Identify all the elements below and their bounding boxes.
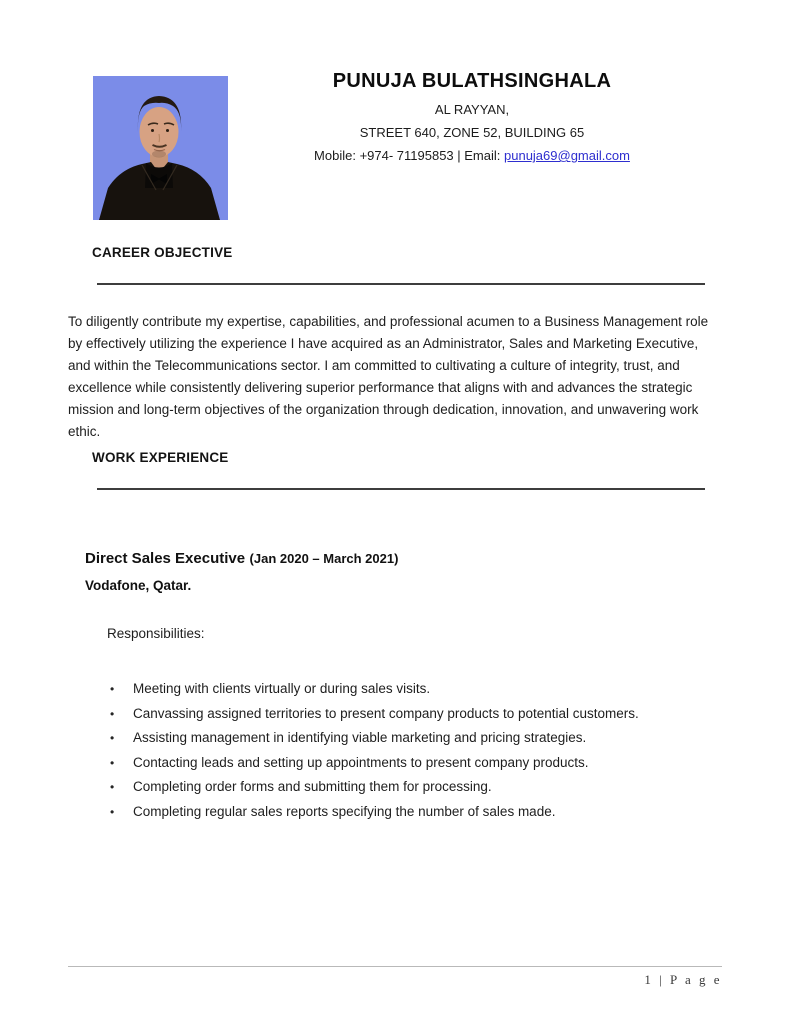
job-company: Vodafone, Qatar. [85,578,192,593]
responsibilities-label: Responsibilities: [107,626,205,641]
candidate-name: PUNUJA BULATHSINGHALA [332,70,612,92]
job-dates: (Jan 2020 – March 2021) [249,551,399,566]
responsibility-text: Canvassing assigned territories to present company products to potential customers. [133,705,639,721]
job-entry [85,549,722,824]
page-number: 1 | P a g e [644,972,722,987]
job-title: Direct Sales Executive [85,550,246,567]
responsibility-item [110,775,722,800]
responsibility-item [110,677,722,702]
responsibility-text: Completing regular sales reports specifying the number of sales made. [133,803,556,819]
section-work-experience [0,449,791,824]
email-link[interactable]: punuja69@gmail.com [504,148,630,163]
responsibility-item [110,702,722,727]
resume-header [0,0,791,220]
contact-line [228,144,716,167]
responsibility-item [110,726,722,751]
responsibility-text: Contacting leads and setting up appointments to present company products. [133,754,589,770]
footer-divider [68,966,722,967]
responsibilities-list [110,677,722,824]
bullet-icon: • [110,682,115,696]
bullet-icon: • [110,755,115,770]
section-career-objective [0,244,791,443]
bullet-icon: • [110,780,115,794]
bullet-icon: • [110,731,115,745]
career-objective-text: To diligently contribute my expertise, capabilities, and professional acumen to a Business Management role by effectively utilizing the experience I have acquired as an Administrator, Sales and Marketing Executive, and within the Telecommunications sector. I am committed to cultivating a culture of integrity, trust, and excellence while consistently delivering superior performance that aligns with and advances the strategic mission and long-term objectives of the organization through dedication, innovation, and unwavering work ethic. [68,314,709,439]
responsibility-text: Completing order forms and submitting them for processing. [133,779,492,794]
page-footer [68,966,722,988]
work-experience-heading: WORK EXPERIENCE [92,450,229,465]
responsibility-text: Meeting with clients virtually or during sales visits. [133,681,431,696]
bullet-icon: • [110,804,115,819]
mobile-email-label: Mobile: +974- 71195853 | Email: [314,148,504,163]
address-line-2: STREET 640, ZONE 52, BUILDING 65 [359,125,585,140]
address-line-1: AL RAYYAN, [434,102,510,117]
profile-photo-image [93,76,228,220]
section-divider [97,488,705,490]
profile-photo [93,76,228,220]
section-divider [97,283,705,285]
career-objective-heading: CAREER OBJECTIVE [92,245,233,260]
responsibility-item [110,800,722,825]
contact-block [228,66,716,220]
responsibility-text: Assisting management in identifying viable marketing and pricing strategies. [133,730,587,745]
responsibility-item [110,751,722,776]
bullet-icon: • [110,706,115,721]
job-title-line [85,549,722,569]
